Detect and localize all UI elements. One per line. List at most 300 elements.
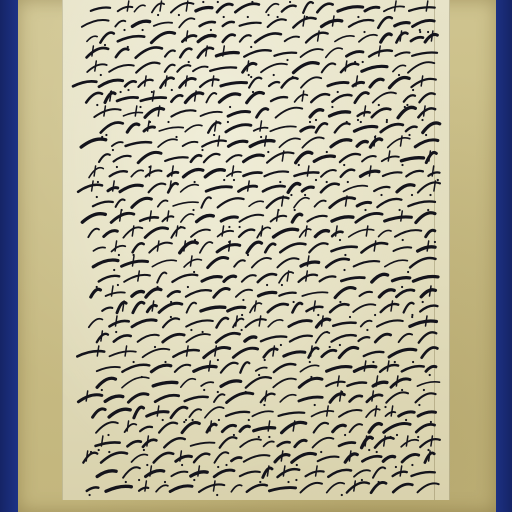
script-dot <box>218 419 220 421</box>
script-stroke <box>171 3 193 13</box>
script-dot <box>434 241 436 243</box>
script-stroke <box>415 140 438 147</box>
script-stroke <box>344 186 368 192</box>
script-stroke <box>301 127 314 131</box>
script-dot <box>331 106 333 108</box>
script-dot <box>154 346 156 348</box>
script-stroke <box>239 230 254 237</box>
script-stroke <box>181 214 194 222</box>
script-dot <box>123 29 125 31</box>
script-dot <box>167 121 169 123</box>
script-dot <box>326 151 328 153</box>
text-line <box>96 436 440 451</box>
script-stroke <box>426 1 428 11</box>
script-stroke <box>163 334 184 342</box>
script-stroke <box>255 301 257 311</box>
script-stroke <box>154 453 174 463</box>
script-stroke <box>171 227 184 237</box>
script-dot <box>162 419 164 421</box>
script-dot <box>408 134 410 136</box>
script-stroke <box>365 7 379 11</box>
script-stroke <box>312 411 334 417</box>
script-dot <box>97 181 99 183</box>
script-dot <box>277 16 279 18</box>
script-stroke <box>77 351 104 356</box>
script-dot <box>247 254 249 256</box>
script-dot <box>396 434 398 436</box>
script-stroke <box>249 78 261 88</box>
text-line <box>82 16 434 31</box>
script-stroke <box>149 184 166 193</box>
script-dot <box>227 121 229 123</box>
script-dot <box>141 376 143 378</box>
script-stroke <box>135 106 137 116</box>
script-stroke <box>254 428 275 431</box>
script-stroke <box>152 3 164 12</box>
script-stroke <box>268 421 270 431</box>
script-dot <box>398 74 400 76</box>
script-stroke <box>391 406 393 416</box>
script-stroke <box>271 216 287 222</box>
script-stroke <box>279 413 305 416</box>
script-stroke <box>314 301 316 311</box>
script-stroke <box>339 347 357 357</box>
script-dot <box>127 46 129 48</box>
script-dot <box>217 1 219 3</box>
script-stroke <box>404 95 415 101</box>
script-dot <box>242 299 244 301</box>
text-line <box>87 481 439 496</box>
script-stroke <box>369 424 381 433</box>
script-stroke <box>384 424 410 433</box>
script-stroke <box>131 170 143 176</box>
script-stroke <box>265 244 275 252</box>
script-dot <box>279 181 281 183</box>
script-stroke <box>171 110 195 116</box>
script-dot <box>202 1 204 3</box>
script-stroke <box>136 47 162 57</box>
script-stroke <box>86 391 88 401</box>
script-dot <box>320 451 322 453</box>
script-stroke <box>266 4 278 12</box>
script-dot <box>361 479 363 481</box>
script-stroke <box>419 93 434 102</box>
script-stroke <box>347 52 363 57</box>
script-stroke <box>117 302 126 312</box>
script-dot <box>247 16 249 18</box>
script-dot <box>146 464 148 466</box>
script-stroke <box>408 62 434 73</box>
script-stroke <box>180 48 191 57</box>
script-stroke <box>360 292 373 296</box>
script-dot <box>376 451 378 453</box>
script-stroke <box>88 229 99 237</box>
script-stroke <box>122 377 149 388</box>
script-stroke <box>353 304 375 312</box>
script-stroke <box>426 152 436 162</box>
script-stroke <box>330 304 348 312</box>
script-stroke <box>173 202 198 206</box>
script-stroke <box>176 456 192 461</box>
script-stroke <box>231 457 241 460</box>
script-stroke <box>112 142 123 146</box>
script-stroke <box>383 172 402 176</box>
script-stroke <box>150 211 152 221</box>
script-stroke <box>282 78 298 88</box>
script-stroke <box>221 217 237 221</box>
script-dot <box>252 91 254 93</box>
script-stroke <box>124 275 150 282</box>
script-stroke <box>247 61 249 71</box>
script-stroke <box>212 76 214 86</box>
script-stroke <box>314 156 334 161</box>
text-line <box>89 166 440 181</box>
script-stroke <box>267 197 289 207</box>
text-line <box>88 226 435 241</box>
script-stroke <box>311 346 313 356</box>
script-stroke <box>276 108 303 118</box>
text-line <box>78 391 435 406</box>
script-stroke <box>97 346 99 356</box>
script-stroke <box>218 231 234 237</box>
script-stroke <box>421 76 423 86</box>
script-dot <box>217 359 219 361</box>
script-stroke <box>145 228 168 238</box>
script-stroke <box>93 409 106 417</box>
script-stroke <box>114 156 131 162</box>
script-stroke <box>330 198 355 208</box>
script-stroke <box>226 125 251 132</box>
script-stroke <box>128 394 148 402</box>
script-stroke <box>101 123 123 133</box>
script-stroke <box>261 336 286 341</box>
script-stroke <box>92 46 94 56</box>
script-stroke <box>247 92 264 102</box>
script-dot <box>354 61 356 63</box>
script-stroke <box>307 166 309 176</box>
script-stroke <box>306 33 328 43</box>
script-dot <box>127 89 129 91</box>
script-dot <box>223 16 225 18</box>
script-stroke <box>159 127 183 131</box>
script-dot <box>118 254 120 256</box>
script-stroke <box>249 201 263 206</box>
script-stroke <box>320 276 336 281</box>
script-stroke <box>132 21 149 26</box>
script-stroke <box>345 454 357 462</box>
script-stroke <box>410 258 435 267</box>
script-stroke <box>295 94 308 101</box>
script-dot <box>280 344 282 346</box>
script-stroke <box>146 170 162 176</box>
script-stroke <box>147 436 149 446</box>
script-stroke <box>306 471 324 476</box>
script-dot <box>183 421 185 423</box>
script-stroke <box>340 154 360 162</box>
script-stroke <box>299 275 318 282</box>
script-dot <box>213 134 215 136</box>
script-stroke <box>301 77 321 87</box>
script-dot <box>346 121 348 123</box>
script-dot <box>406 104 408 106</box>
script-stroke <box>306 271 308 281</box>
script-dot <box>368 449 370 451</box>
script-stroke <box>258 274 276 282</box>
script-dot <box>357 16 359 18</box>
script-stroke <box>99 154 110 162</box>
script-stroke <box>367 395 382 402</box>
script-stroke <box>379 290 394 297</box>
script-stroke <box>152 260 176 267</box>
script-stroke <box>198 466 200 476</box>
script-dot <box>264 359 266 361</box>
script-stroke <box>243 63 256 72</box>
script-stroke <box>115 241 117 251</box>
script-dot <box>427 449 429 451</box>
script-stroke <box>146 289 161 297</box>
script-stroke <box>177 65 190 71</box>
script-dot <box>117 284 119 286</box>
script-stroke <box>338 376 340 386</box>
script-stroke <box>132 198 151 207</box>
script-dot <box>315 179 317 181</box>
script-stroke <box>134 5 145 12</box>
script-stroke <box>292 214 301 222</box>
script-stroke <box>316 466 318 476</box>
script-stroke <box>379 230 391 236</box>
script-stroke <box>406 127 417 132</box>
script-stroke <box>233 348 257 357</box>
script-dot <box>193 479 195 481</box>
script-stroke <box>404 303 414 313</box>
script-dot <box>437 179 439 181</box>
script-stroke <box>115 21 125 27</box>
script-stroke <box>144 127 155 131</box>
script-stroke <box>429 451 431 461</box>
script-stroke <box>133 243 144 252</box>
script-dot <box>292 76 294 78</box>
script-dot <box>289 1 291 3</box>
script-stroke <box>333 16 335 26</box>
script-stroke <box>364 352 384 356</box>
script-stroke <box>200 242 213 253</box>
script-dot <box>349 316 351 318</box>
script-stroke <box>423 123 440 133</box>
script-stroke <box>302 137 323 147</box>
script-stroke <box>354 261 380 266</box>
script-stroke <box>199 484 224 492</box>
script-stroke <box>73 81 96 86</box>
script-stroke <box>270 126 296 131</box>
script-stroke <box>221 363 238 373</box>
script-stroke <box>381 124 403 132</box>
script-stroke <box>128 441 141 446</box>
script-stroke <box>86 451 88 461</box>
script-stroke <box>391 301 393 311</box>
script-stroke <box>89 319 103 327</box>
script-dot <box>259 481 261 483</box>
script-stroke <box>102 308 112 311</box>
script-stroke <box>316 332 330 343</box>
script-stroke <box>132 226 134 236</box>
script-stroke <box>301 483 323 493</box>
script-stroke <box>165 65 175 72</box>
script-stroke <box>331 140 351 147</box>
script-stroke <box>112 246 126 252</box>
script-dot <box>250 46 252 48</box>
script-stroke <box>364 106 366 116</box>
script-stroke <box>318 31 320 41</box>
script-stroke <box>96 422 118 433</box>
script-stroke <box>321 184 339 192</box>
script-stroke <box>369 50 392 56</box>
script-stroke <box>240 35 251 41</box>
script-stroke <box>218 136 220 146</box>
script-stroke <box>389 349 416 357</box>
script-dot <box>412 89 414 91</box>
script-stroke <box>219 94 239 102</box>
script-dot <box>192 209 194 211</box>
script-stroke <box>244 173 262 176</box>
script-stroke <box>293 303 303 312</box>
script-stroke <box>171 95 182 101</box>
script-dot <box>268 436 270 438</box>
script-dot <box>326 331 328 333</box>
script-stroke <box>232 166 234 176</box>
script-dot <box>341 391 343 393</box>
script-stroke <box>193 67 208 72</box>
script-dot <box>225 464 227 466</box>
script-stroke <box>372 274 388 282</box>
script-dot <box>298 164 300 166</box>
script-stroke <box>247 485 267 492</box>
script-dot <box>251 1 253 3</box>
script-dot <box>339 239 341 241</box>
script-stroke <box>395 230 421 237</box>
script-dot <box>429 194 431 196</box>
script-dot <box>273 74 275 76</box>
script-stroke <box>93 260 118 267</box>
script-stroke <box>288 184 300 193</box>
script-stroke <box>353 82 364 86</box>
script-stroke <box>100 33 113 43</box>
script-dot <box>96 196 98 198</box>
script-dot <box>142 29 144 31</box>
script-dot <box>216 494 218 496</box>
script-dot <box>185 419 187 421</box>
script-stroke <box>223 35 235 42</box>
script-stroke <box>133 302 144 312</box>
script-stroke <box>191 155 201 161</box>
script-stroke <box>372 109 391 118</box>
script-stroke <box>122 261 148 266</box>
script-stroke <box>411 37 423 41</box>
script-stroke <box>186 290 211 297</box>
script-stroke <box>370 139 381 147</box>
script-dot <box>229 106 231 108</box>
script-stroke <box>261 64 287 73</box>
script-stroke <box>106 292 125 296</box>
script-stroke <box>257 109 268 118</box>
script-stroke <box>354 126 376 131</box>
script-dot <box>260 136 262 138</box>
script-dot <box>357 119 359 121</box>
script-stroke <box>222 226 224 236</box>
script-stroke <box>279 138 300 147</box>
text-line <box>81 136 438 151</box>
script-stroke <box>408 201 435 206</box>
script-stroke <box>87 64 107 72</box>
script-dot <box>170 316 172 318</box>
script-stroke <box>430 286 432 296</box>
script-stroke <box>420 439 440 447</box>
script-stroke <box>336 226 338 236</box>
script-stroke <box>83 453 97 463</box>
script-dot <box>258 374 260 376</box>
script-stroke <box>252 411 273 416</box>
script-stroke <box>372 391 374 401</box>
script-stroke <box>78 185 102 192</box>
script-stroke <box>186 320 213 326</box>
script-stroke <box>235 4 259 12</box>
script-dot <box>306 16 308 18</box>
script-stroke <box>214 289 229 298</box>
script-stroke <box>354 481 356 491</box>
script-dot <box>241 329 243 331</box>
script-dot <box>329 346 331 348</box>
script-stroke <box>397 185 414 192</box>
script-dot <box>401 164 403 166</box>
script-stroke <box>333 323 355 326</box>
script-stroke <box>122 365 149 372</box>
script-stroke <box>214 394 225 402</box>
script-stroke <box>431 436 433 446</box>
script-dot <box>263 404 265 406</box>
script-stroke <box>393 484 412 492</box>
script-stroke <box>189 409 201 417</box>
script-dot <box>110 91 112 93</box>
script-stroke <box>201 382 213 386</box>
script-stroke <box>257 227 270 237</box>
script-stroke <box>138 152 161 162</box>
script-dot <box>417 436 419 438</box>
script-stroke <box>187 303 197 313</box>
script-stroke <box>289 321 312 327</box>
script-stroke <box>406 436 408 446</box>
script-dot <box>378 104 380 106</box>
script-stroke <box>416 393 436 402</box>
script-stroke <box>234 260 245 266</box>
script-dot <box>411 464 413 466</box>
script-stroke <box>180 242 198 253</box>
script-stroke <box>187 346 189 356</box>
script-stroke <box>292 453 316 462</box>
script-stroke <box>265 391 267 401</box>
text-line <box>101 121 440 136</box>
script-dot <box>339 344 341 346</box>
script-stroke <box>96 442 120 445</box>
script-dot <box>190 329 192 331</box>
script-stroke <box>354 470 370 477</box>
script-stroke <box>223 22 234 26</box>
script-stroke <box>91 289 101 297</box>
script-stroke <box>377 199 401 207</box>
script-stroke <box>322 20 342 26</box>
script-stroke <box>268 320 283 327</box>
script-stroke <box>261 394 275 403</box>
script-dot <box>287 481 289 483</box>
script-stroke <box>99 276 120 282</box>
